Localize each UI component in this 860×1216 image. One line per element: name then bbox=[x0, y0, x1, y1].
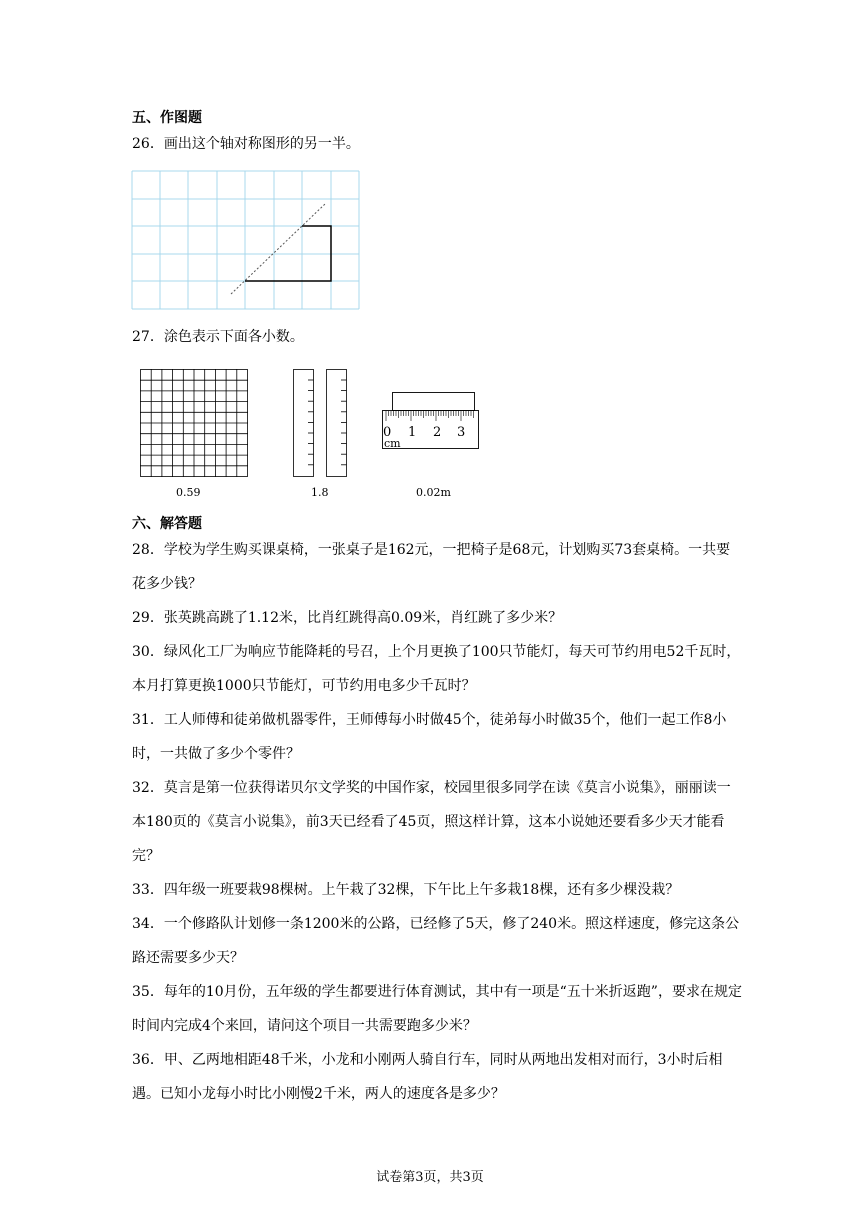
grid-lines bbox=[132, 171, 359, 309]
question-36: 36．甲、乙两地相距48千米，小龙和小刚两人骑自行车，同时从两地出发相对而行，3小时后相遇。已知小龙每小时比小刚慢2千米，两人的速度各是多少？ bbox=[132, 1052, 723, 1102]
ruler-label-1: 1 bbox=[408, 425, 417, 440]
ruler-bar bbox=[393, 393, 475, 411]
question-34: 34．一个修路队计划修一条1200米的公路，已经修了5天，修了240米。照这样速度，修完这条公路还需要多少天？ bbox=[132, 916, 740, 966]
question-28: 28．学校为学生购买课桌椅，一张桌子是162元，一把椅子是68元，计划购买73套桌椅。一共要花多少钱？ bbox=[132, 542, 731, 592]
ruler-figure bbox=[382, 390, 482, 452]
hundred-grid-figure bbox=[140, 369, 250, 479]
section-title-drawing: 五、作图题 bbox=[132, 110, 202, 126]
question-29: 29．张英跳高跳了1.12米，比肖红跳得高0.09米，肖红跳了多少米？ bbox=[132, 610, 563, 626]
question-27: 27．涂色表示下面各小数。 bbox=[132, 329, 304, 345]
question-31: 31．工人师傅和徒弟做机器零件，王师傅每小时做45个，徒弟每小时做35个，他们一起工作8小时，一共做了多少个零件？ bbox=[132, 712, 727, 762]
question-33: 33．四年级一班要栽98棵树。上午栽了32棵，下午比上午多栽18棵，还有多少棵没栽？ bbox=[132, 882, 680, 898]
grid-caption: 0.59 bbox=[176, 486, 201, 499]
ruler-unit: cm bbox=[384, 437, 401, 450]
section-title-answers: 六、解答题 bbox=[132, 516, 202, 532]
questions-list bbox=[132, 533, 742, 1111]
bars-figure bbox=[292, 368, 352, 480]
symmetry-grid-figure bbox=[131, 170, 361, 310]
question-26: 26．画出这个轴对称图形的另一半。 bbox=[132, 136, 360, 152]
bars-caption: 1.8 bbox=[311, 486, 329, 499]
ruler-label-3: 3 bbox=[457, 425, 466, 440]
page-footer: 试卷第3页，共3页 bbox=[376, 1170, 484, 1185]
ruler-label-2: 2 bbox=[433, 425, 442, 440]
ruler-caption: 0.02m bbox=[416, 486, 451, 499]
ruler-label-0: 0 bbox=[383, 425, 392, 440]
question-35: 35．每年的10月份，五年级的学生都要进行体育测试，其中有一项是“五十米折返跑”，要求在规定时间内完成4个来回，请问这个项目一共需要跑多少米？ bbox=[132, 984, 742, 1034]
question-30: 30．绿风化工厂为响应节能降耗的号召，上个月更换了100只节能灯，每天可节约用电52千瓦时，本月打算更换1000只节能灯，可节约用电多少千瓦时？ bbox=[132, 644, 741, 694]
question-32: 32．莫言是第一位获得诺贝尔文学奖的中国作家，校园里很多同学在读《莫言小说集》，丽丽读一本180页的《莫言小说集》，前3天已经看了45页，照这样计算，这本小说她还要看多少天才能看完？ bbox=[132, 780, 731, 864]
